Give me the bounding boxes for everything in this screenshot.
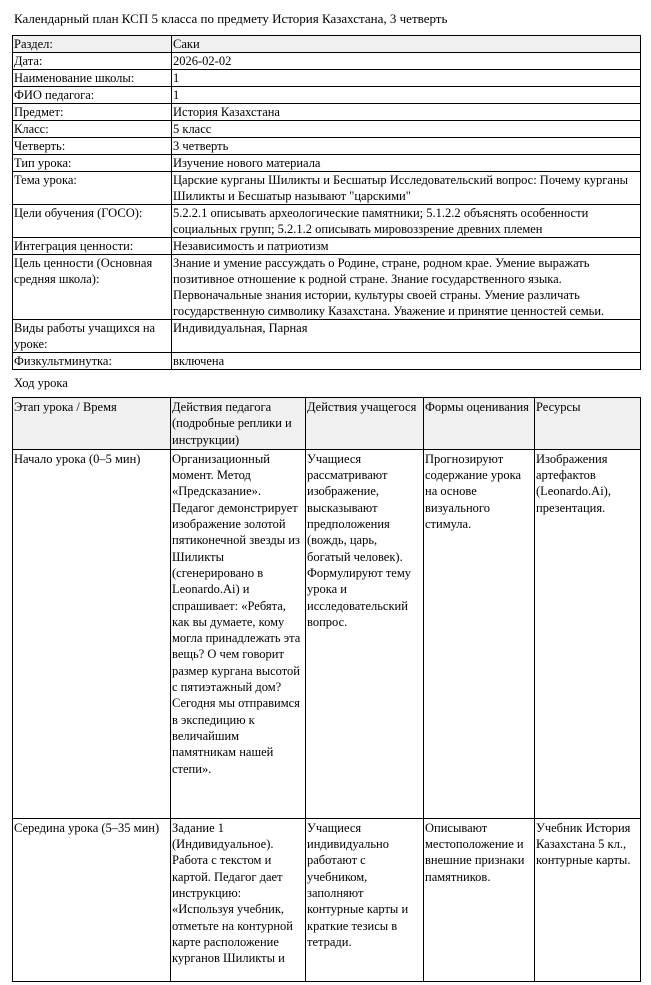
info-row-objectives xyxy=(13,205,641,238)
info-row-lesson-type xyxy=(13,155,641,172)
cell-stage: Середина урока (5–35 мин) xyxy=(13,818,171,981)
info-key: Интеграция ценности: xyxy=(13,238,172,255)
table-row xyxy=(13,818,641,981)
cell-assessment: Прогнозируют содержание урока на основе визуального стимула. xyxy=(424,449,535,818)
info-row-section xyxy=(13,36,641,53)
info-key: ФИО педагога: xyxy=(13,87,172,104)
info-value: 5.2.2.1 описывать археологические памятники; 5.1.2.2 объяснять особенности социальных групп; 5.2.1.2 описывать мировоззрение древних племен xyxy=(172,205,641,238)
info-key: Цели обучения (ГОСО): xyxy=(13,205,172,238)
table-header-row xyxy=(13,398,641,450)
info-row-value-goal xyxy=(13,255,641,320)
info-key: Класс: xyxy=(13,121,172,138)
cell-stage: Начало урока (0–5 мин) xyxy=(13,449,171,818)
cell-resources: Изображения артефактов (Leonardo.Ai), презентация. xyxy=(535,449,641,818)
info-key: Раздел: xyxy=(13,36,172,53)
cell-student-actions: Учащиеся рассматривают изображение, высказывают предположения (вождь, царь, богатый человек). Формулируют тему урока и исследовательский вопрос. xyxy=(306,449,424,818)
info-key: Тип урока: xyxy=(13,155,172,172)
info-row-date xyxy=(13,53,641,70)
info-value: История Казахстана xyxy=(172,104,641,121)
info-key: Четверть: xyxy=(13,138,172,155)
table-row xyxy=(13,449,641,818)
info-key: Предмет: xyxy=(13,104,172,121)
info-value: 5 класс xyxy=(172,121,641,138)
lesson-course-table xyxy=(12,397,641,982)
info-value: 1 xyxy=(172,70,641,87)
info-key: Цель ценности (Основная средняя школа): xyxy=(13,255,172,320)
info-key: Тема урока: xyxy=(13,172,172,205)
info-value: Изучение нового материала xyxy=(172,155,641,172)
info-key: Дата: xyxy=(13,53,172,70)
info-key: Виды работы учащихся на уроке: xyxy=(13,320,172,353)
info-value: включена xyxy=(172,353,641,370)
info-key: Физкультминутка: xyxy=(13,353,172,370)
column-header-teacher-actions: Действия педагога (подробные реплики и инструкции) xyxy=(171,398,306,450)
info-row-school xyxy=(13,70,641,87)
info-value: Саки xyxy=(172,36,641,53)
info-row-work-types xyxy=(13,320,641,353)
cell-teacher-actions: Задание 1 (Индивидуальное). Работа с текстом и картой. Педагог дает инструкцию: «Используя учебник, отметьте на контурной карте расположение курганов Шиликты и xyxy=(171,818,306,981)
document-title: Календарный план КСП 5 класса по предмету История Казахстана, 3 четверть xyxy=(14,11,448,26)
info-row-value-integration xyxy=(13,238,641,255)
info-value: Индивидуальная, Парная xyxy=(172,320,641,353)
info-value: Независимость и патриотизм xyxy=(172,238,641,255)
column-header-resources: Ресурсы xyxy=(535,398,641,450)
info-value: Царские курганы Шиликты и Бесшатыр Исследовательский вопрос: Почему курганы Шиликты и Бесшатыр называют "царскими" xyxy=(172,172,641,205)
info-value: 2026-02-02 xyxy=(172,53,641,70)
info-row-teacher xyxy=(13,87,641,104)
info-row-subject xyxy=(13,104,641,121)
cell-resources: Учебник История Казахстана 5 кл., контурные карты. xyxy=(535,818,641,981)
info-value: 3 четверть xyxy=(172,138,641,155)
info-row-physical-break xyxy=(13,353,641,370)
info-value: 1 xyxy=(172,87,641,104)
cell-assessment: Описывают местоположение и внешние признаки памятников. xyxy=(424,818,535,981)
column-header-assessment: Формы оценивания xyxy=(424,398,535,450)
info-row-topic xyxy=(13,172,641,205)
course-section-title: Ход урока xyxy=(14,376,68,390)
column-header-stage: Этап урока / Время xyxy=(13,398,171,450)
lesson-info-table xyxy=(12,35,641,370)
info-value: Знание и умение рассуждать о Родине, стране, родном крае. Умение выражать позитивное отношение к родной стране. Знание государственного языка. Первоначальные знания истории, культуры своей страны. Умение различать государственную символику Казахстана. Уважение и принятие ценностей семьи. xyxy=(172,255,641,320)
column-header-student-actions: Действия учащегося xyxy=(306,398,424,450)
cell-student-actions: Учащиеся индивидуально работают с учебником, заполняют контурные карты и краткие тезисы в тетради. xyxy=(306,818,424,981)
info-row-grade xyxy=(13,121,641,138)
cell-teacher-actions: Организационный момент. Метод «Предсказание». Педагог демонстрирует изображение золотой пятиконечной звезды из Шиликты (сгенерировано в Leonardo.Ai) и спрашивает: «Ребята, как вы думаете, кому могла принадлежать эта вещь? О чем говорит размер кургана высотой с пятиэтажный дом? Сегодня мы отправимся в экспедицию к величайшим памятникам нашей степи». xyxy=(171,449,306,818)
info-key: Наименование школы: xyxy=(13,70,172,87)
info-row-quarter xyxy=(13,138,641,155)
